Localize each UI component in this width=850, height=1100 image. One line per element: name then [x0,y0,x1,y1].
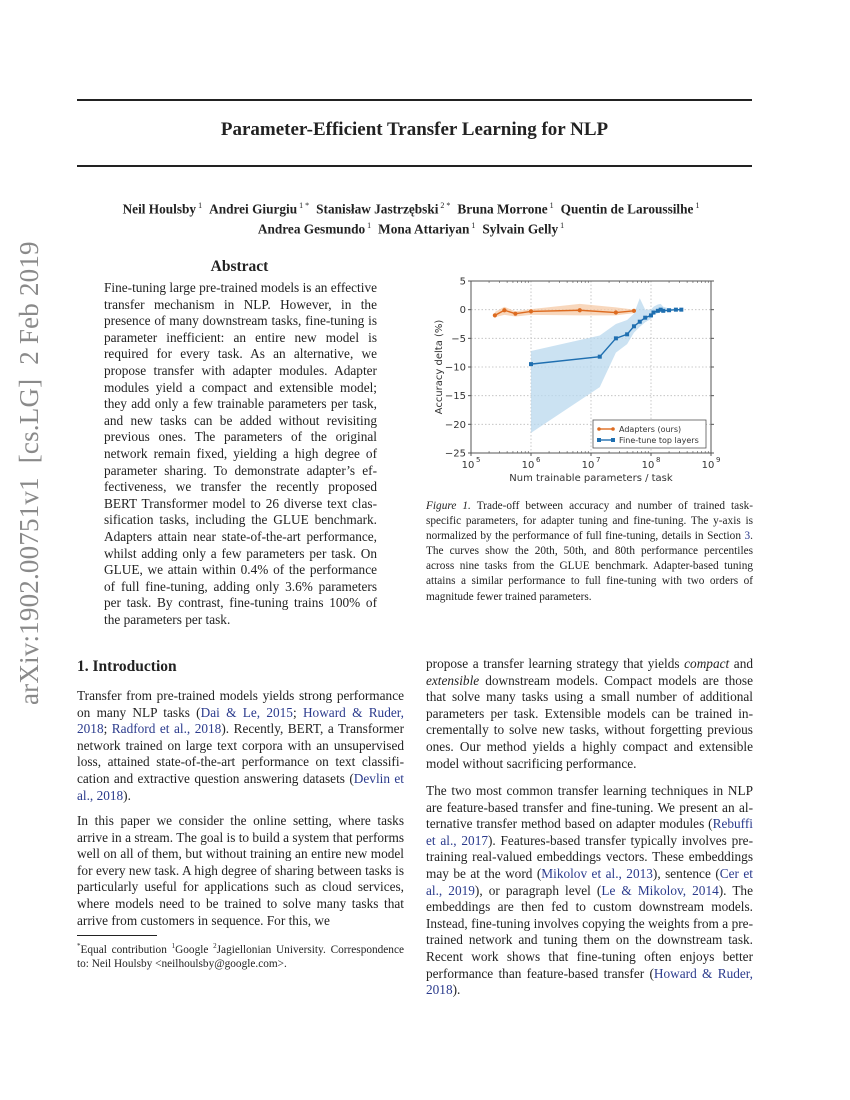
y-tick-label: 5 [459,276,466,288]
y-tick-label: −20 [444,419,466,431]
x-tick-exponent: 7 [596,456,601,464]
x-tick-label: 10 [701,460,715,471]
data-point [667,308,671,312]
data-point [502,308,506,312]
affiliation-mark: 1 [549,201,554,210]
affiliation-mark: 1 * [299,201,310,210]
x-tick-exponent: 8 [656,456,661,464]
x-tick-exponent: 6 [536,456,541,464]
title-bottom-rule [77,165,752,167]
citation-link[interactable]: Devlin et al., 2018 [77,770,404,803]
data-point [632,309,636,313]
footnote-rule [77,935,157,936]
data-point [493,313,497,317]
accuracy-vs-params-chart [420,268,750,493]
footnote-mark: * [77,942,81,950]
citation-link[interactable]: Mikolov et al., 2013 [541,865,653,881]
data-point [529,309,533,313]
footnote: *Equal contribution $^1$Google $^2$Jagiellonian University. Correspondence to: Neil Houlsby <neilhoulsby@google.com>. [77,942,404,971]
y-tick-label: −10 [444,362,466,374]
citation-link[interactable]: Radford et al., 2018 [111,721,222,737]
data-point [679,308,683,312]
y-tick-label: −25 [444,448,466,460]
intro-paragraph-4: The two most common transfer learning techniques in NLP are feature-based transfer and fine-tuning. We present an alternative transfer method based on adapter modules (Rebuffi et al., 2017). Features-based transfer typically involves pre-training real-valued embeddings vectors. These embeddings may be at the word (Mikolov et al., 2013), sentence (Cer et al., 2019), or paragraph level (Le & Mikolov, 2014). The embeddings are then fed to custom downstream models. Instead, fine-tuning involves copying the weights from a pre-trained network and tuning them on the downstream task. Recent work shows that fine-tuning often enjoys better performance than feature-based transfer (Howard & Ruder, 2018). [426,783,753,998]
x-tick-label: 10 [641,460,655,471]
affiliation-mark: 1 [367,221,372,231]
x-tick-label: 10 [521,460,535,471]
y-tick-label: −15 [444,391,466,403]
data-point [513,312,517,316]
citation-link[interactable]: Cer et al., 2019 [426,865,753,898]
figure-caption: Figure 1. Trade-off between accuracy and number of trained task-specific parameters, for adapter tuning and fine-tuning. The y-axis is normalized by the performance of full fine-tuning, details in Section 3. The curves show the 20th, 50th, and 80th performance percentiles across nine tasks from the GLUE benchmark. Adapter-based tuning attains a similar performance to full fine-tuning with two orders of magnitude fewer trained parameters. [426,500,754,603]
x-tick-exponent: 5 [476,456,481,464]
affiliation-mark: 1 [198,201,203,210]
data-point [614,336,618,340]
affiliation-mark: 2 * [440,201,451,210]
y-axis-label: Accuracy delta (%) [434,319,445,415]
legend-marker [597,427,601,431]
top-rule [77,99,752,101]
y-tick-label: −5 [451,333,466,345]
data-point [632,324,636,328]
section-heading-introduction: 1. Introduction [77,658,177,675]
citation-link[interactable]: Howard & Ruder, 2018 [77,704,404,737]
arxiv-stamp: arXiv:1902.00751v1 [cs.LG] 2 Feb 2019 [14,241,44,705]
author-name: Mona Attariyan [378,221,470,237]
citation-link[interactable]: Rebuffi et al., 2017 [426,816,753,848]
x-tick-label: 10 [461,460,475,471]
figure-1-chart [420,268,750,493]
footnote-mark: 2 [213,942,217,950]
author-line-2 [77,217,752,237]
legend-marker [611,427,615,431]
author-name: Andrea Gesmundo [257,221,366,237]
x-axis-label: Num trainable parameters / task [509,473,673,484]
figure-label: Figure 1. [426,500,471,512]
data-point [674,308,678,312]
x-tick-exponent: 9 [716,456,721,464]
author-list [77,197,752,238]
author-name: Bruna Morrone [457,201,548,217]
author-name: Neil Houlsby [122,201,197,217]
legend-marker [597,438,601,442]
abstract-text: Fine-tuning large pre-trained models is an effective transfer mechanism in NLP. However, in the presence of many downstream tasks, fine-tuning is parameter inefficient: an entire new model is required for every task. As an alternative, we propose transfer with adapter modules. Adapter modules yield a compact and extensible model; they add only a few trainable parameters per task, and new tasks can be added without revisiting previous ones. The parameters of the original network remain fixed, yielding a high degree of parameter sharing. To demonstrate adapter’s effectiveness, we transfer the recently proposed BERT Transformer model to 26 diverse text classification tasks, including the GLUE benchmark. Adapters attain near state-of-the-art performance, whilst adding only a few parameters per task. On GLUE, we attain within 0.4% of the performance of full fine-tuning, adding only 3.6% parameters per task. By contrast, fine-tuning trains 100% of the parameters per task. [104,280,377,627]
intro-paragraph-3: propose a transfer learning strategy that yields compact and extensible downstream models. Compact models are those that solve many tasks using a small number of additional parameters per task. Extensible models can be trained incrementally to solve new tasks, without forgetting previous ones. Our method yields a highly compact and extensible model without sacrificing performance. [426,656,753,771]
emphasis: compact [684,656,730,671]
author-name: Andrei Giurgiu [209,201,298,217]
affiliation-mark: 1 [695,201,700,210]
citation-link[interactable]: Dai & Le, 2015 [200,704,293,720]
data-point [651,311,655,315]
intro-paragraph-1: Transfer from pre-trained models yields strong performance on many NLP tasks (Dai & Le, 2015; Howard & Ruder, 2018; Radford et al., 2018). Recently, BERT, a Transformer network trained on large text corpora with an unsupervised loss, attained state-of-the-art performance on text classification and extractive question answering datasets (Devlin et al., 2018). [77,688,404,803]
legend-label: Fine-tune top layers [619,436,699,445]
author-name: Quentin de Laroussilhe [560,201,694,217]
emphasis: extensible [426,672,480,688]
confidence-band [531,298,681,433]
data-point [638,320,642,324]
citation-link[interactable]: Howard & Ruder, 2018 [426,965,753,998]
legend-marker [611,438,615,442]
affiliation-mark: 1 [471,221,476,231]
data-point [614,310,618,314]
paper-title: Parameter-Efficient Transfer Learning for NLP [220,119,609,140]
data-point [529,362,533,366]
data-point [661,309,665,313]
author-line-1 [77,197,752,217]
x-tick-label: 10 [581,460,595,471]
legend-label: Adapters (ours) [619,425,682,434]
citation-link[interactable]: Le & Mikolov, 2014 [601,882,719,898]
data-point [578,308,582,312]
section-link[interactable]: 3 [744,530,751,543]
abstract-heading: Abstract [210,258,269,275]
data-point [598,355,602,359]
y-tick-label: 0 [459,305,466,317]
data-point [625,332,629,336]
footnote-mark: 1 [171,942,176,950]
intro-paragraph-2: In this paper we consider the online setting, where tasks arrive in a stream. The goal is to build a system that performs well on all of them, but without training an entire new model for every new task. A high degree of sharing between tasks is particularly useful for applications such as cloud services, where models need to be trained to solve many tasks that arrive from customers in sequence. For this, we [77,813,404,928]
author-name: Sylvain Gelly [482,221,559,237]
affiliation-mark: 1 [560,221,565,231]
author-name: Stanisław Jastrzębski [316,201,439,217]
data-point [643,316,647,320]
